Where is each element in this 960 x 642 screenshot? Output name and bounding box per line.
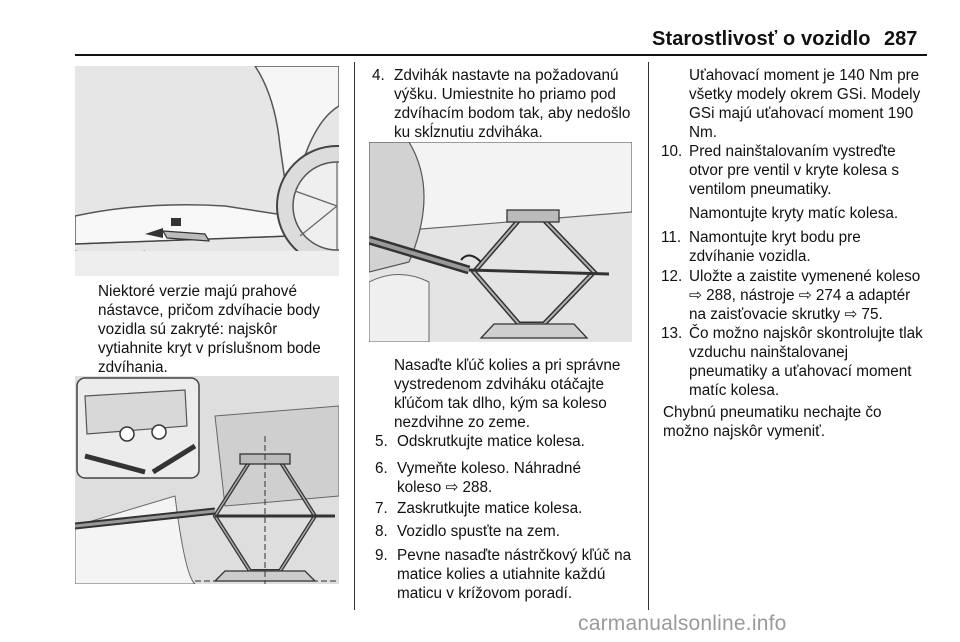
column-divider-right: [648, 62, 649, 610]
wrench-instruction: Nasaďte kľúč kolies a pri správne vystredenom zdviháku otáčajte kľúčom tak dlho, kým sa koleso nezdvihne zo zeme.: [394, 357, 621, 431]
step-text: Pevne nasaďte nástrčkový kľúč na matice kolies a utiahnite každú maticu v krížovom poradí.: [397, 547, 632, 602]
step-8: [375, 522, 639, 542]
step-text: Zdvihák nastavte na požadovanú výšku. Umiestnite ho priamo pod zdvíhacím bodom tak, aby nedošlo ku skĺznutiu zdviháka.: [394, 67, 631, 141]
closing-paragraph: Chybnú pneumatiku nechajte čo možno najskôr vymeniť.: [663, 404, 882, 440]
step-number: 10.: [661, 143, 683, 160]
step-text: Čo možno najskôr skontrolujte tlak vzduchu nainštalovanej pneumatiky a uťahovací moment matíc kolesa.: [689, 325, 923, 399]
illustration-jack-under-car: [369, 142, 632, 342]
header-rule: [75, 54, 927, 56]
page-header: [0, 0, 960, 60]
step-text: Uložte a zaistite vymenené koleso ⇨ 288, nástroje ⇨ 274 a adaptér na zaisťovacie skrutky ⇨ 75.: [689, 268, 921, 323]
step-5: [375, 432, 639, 452]
step-10: [661, 142, 933, 202]
step-11: [661, 228, 933, 268]
intro-paragraph: Niektoré verzie majú prahové nástavce, pričom zdvíhacie body vozidla sú zakryté: najskôr vytiahnite kryt v príslušnom bode zdvíhania.: [98, 283, 321, 376]
step-text: Zaskrutkujte matice kolesa.: [397, 500, 583, 517]
step-number: 4.: [372, 67, 385, 84]
step-text: Odskrutkujte matice kolesa.: [397, 433, 585, 450]
column-divider-left: [354, 62, 355, 610]
step-12: [661, 267, 933, 327]
step-9: [375, 546, 639, 606]
nut-cover-note: Namontujte kryty matíc kolesa.: [689, 205, 899, 222]
section-title: Starostlivosť o vozidlo: [652, 28, 871, 50]
step-number: 9.: [375, 547, 388, 564]
watermark: carmanualsonline.info: [578, 612, 787, 635]
step-text: Pred nainštalovaním vystreďte otvor pre ventil v kryte kolesa s ventilom pneumatiky.: [689, 143, 899, 198]
step-number: 6.: [375, 460, 388, 477]
step-number: 7.: [375, 500, 388, 517]
page-number: 287: [884, 28, 918, 50]
torque-note: Uťahovací moment je 140 Nm pre všetky modely okrem GSi. Modely GSi majú uťahovací moment 190 Nm.: [689, 67, 921, 141]
step-text: Vymeňte koleso. Náhradné koleso ⇨ 288.: [397, 460, 581, 496]
step-number: 11.: [661, 229, 682, 246]
step-number: 8.: [375, 523, 388, 540]
step-text: Namontujte kryt bodu pre zdvíhanie vozidla.: [689, 229, 861, 265]
step-6: [375, 459, 639, 499]
step-text: Vozidlo spusťte na zem.: [397, 523, 561, 540]
step-4: [372, 66, 636, 146]
step-number: 13.: [661, 325, 683, 342]
step-7: [375, 499, 639, 519]
step-13: [661, 324, 933, 404]
illustration-scissor-jack-closeup: [75, 376, 339, 584]
step-number: 12.: [661, 268, 683, 285]
step-number: 5.: [375, 433, 388, 450]
illustration-sill-jack-point: [75, 66, 339, 276]
